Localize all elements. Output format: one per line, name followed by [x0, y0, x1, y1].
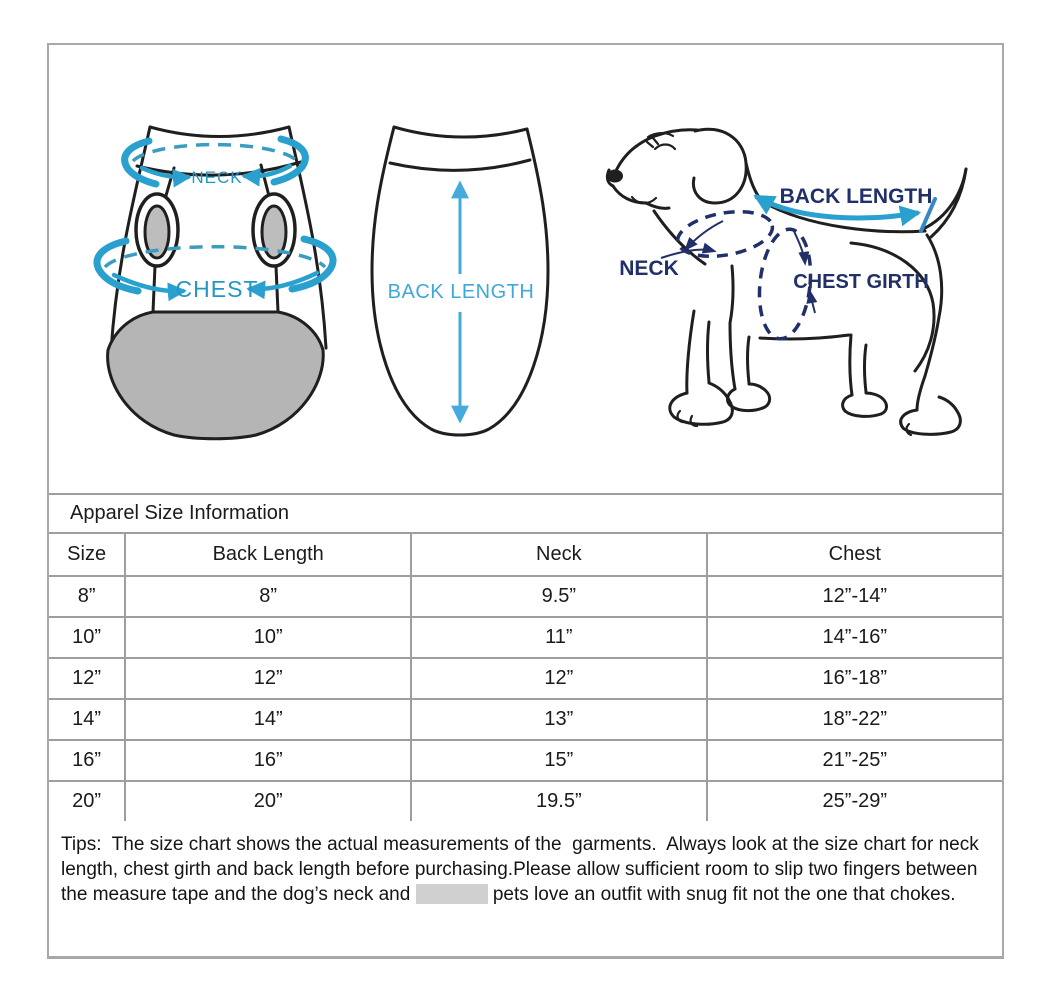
- tips-text-after: pets love an outfit with snug fit not the one that chokes.: [487, 884, 956, 905]
- back-length-cell: 10”: [125, 617, 411, 658]
- chest-cell: 18”-22”: [707, 699, 1002, 740]
- size-cell: 20”: [49, 781, 125, 821]
- chest-cell: 25”-29”: [707, 781, 1002, 821]
- chest-cell: 21”-25”: [707, 740, 1002, 781]
- chest-cell: 12”-14”: [707, 576, 1002, 617]
- col-header-size: Size: [49, 533, 125, 576]
- dog-ear: [693, 129, 746, 203]
- neck-cell: 12”: [411, 658, 706, 699]
- back-length-cell: 8”: [125, 576, 411, 617]
- garment-front-outline: [150, 127, 289, 137]
- table-title-row: [49, 495, 1002, 533]
- neck-cell: 19.5”: [411, 781, 706, 821]
- back-length-cell: 16”: [125, 740, 411, 781]
- back-collar-line: [390, 160, 530, 170]
- redaction-box: [416, 884, 488, 904]
- col-header-neck: Neck: [411, 533, 706, 576]
- size-table: [49, 495, 1002, 821]
- size-cell: 14”: [49, 699, 125, 740]
- dog-back-length-label: BACK LENGTH: [779, 185, 933, 208]
- neck-cell: 15”: [411, 740, 706, 781]
- illustrations-svg: [49, 45, 1001, 491]
- front-neck-label: NECK: [191, 168, 243, 187]
- tips-label: Tips:: [61, 834, 102, 855]
- dog-hind-legs: [843, 235, 961, 435]
- dog-illustration: [607, 129, 966, 435]
- back-length-cell: 12”: [125, 658, 411, 699]
- back-length-cell: 14”: [125, 699, 411, 740]
- neck-cell: 13”: [411, 699, 706, 740]
- neck-cell: 11”: [411, 617, 706, 658]
- size-cell: 8”: [49, 576, 125, 617]
- tips-section: [49, 821, 1002, 956]
- neck-cell: 9.5”: [411, 576, 706, 617]
- illustration-section: [49, 45, 1002, 495]
- table-title: Apparel Size Information: [49, 495, 1002, 533]
- dog-belly-line: [760, 335, 849, 339]
- table-row: [49, 740, 1002, 781]
- neck-measure-ellipse: [125, 139, 306, 187]
- size-cell: 12”: [49, 658, 125, 699]
- garment-back-view-illustration: [372, 127, 548, 435]
- col-header-back-length: Back Length: [125, 533, 411, 576]
- chest-cell: 16”-18”: [707, 658, 1002, 699]
- dog-chest-girth-label: CHEST GIRTH: [793, 271, 929, 293]
- dog-neck-label: NECK: [619, 257, 679, 280]
- dog-head-outline: [615, 130, 697, 173]
- back-view-back-length-label: BACK LENGTH: [387, 281, 535, 303]
- front-chest-label: CHEST: [175, 276, 259, 302]
- table-row: [49, 617, 1002, 658]
- table-row: [49, 781, 1002, 821]
- size-cell: 10”: [49, 617, 125, 658]
- content-frame: [47, 43, 1004, 959]
- table-row: [49, 576, 1002, 617]
- dog-nose: [607, 170, 623, 183]
- back-length-cell: 20”: [125, 781, 411, 821]
- size-cell: 16”: [49, 740, 125, 781]
- chest-measure-ellipse: [97, 239, 333, 302]
- table-row: [49, 658, 1002, 699]
- dog-front-legs: [670, 311, 770, 426]
- tips-text: [61, 832, 986, 907]
- col-header-chest: Chest: [707, 533, 1002, 576]
- chest-cell: 14”-16”: [707, 617, 1002, 658]
- table-header-row: [49, 533, 1002, 576]
- garment-front-view-illustration: [97, 127, 333, 439]
- tips-text-before: The size chart shows the actual measurements of the garments. Always look at the size chart for neck length, chest girth and back length before purchasing.Please allow sufficient room to slip two fingers between the measure tape and the dog’s neck and: [61, 834, 984, 905]
- dog-neck-measure-ellipse: [674, 205, 776, 263]
- belly-panel: [108, 312, 324, 439]
- table-row: [49, 699, 1002, 740]
